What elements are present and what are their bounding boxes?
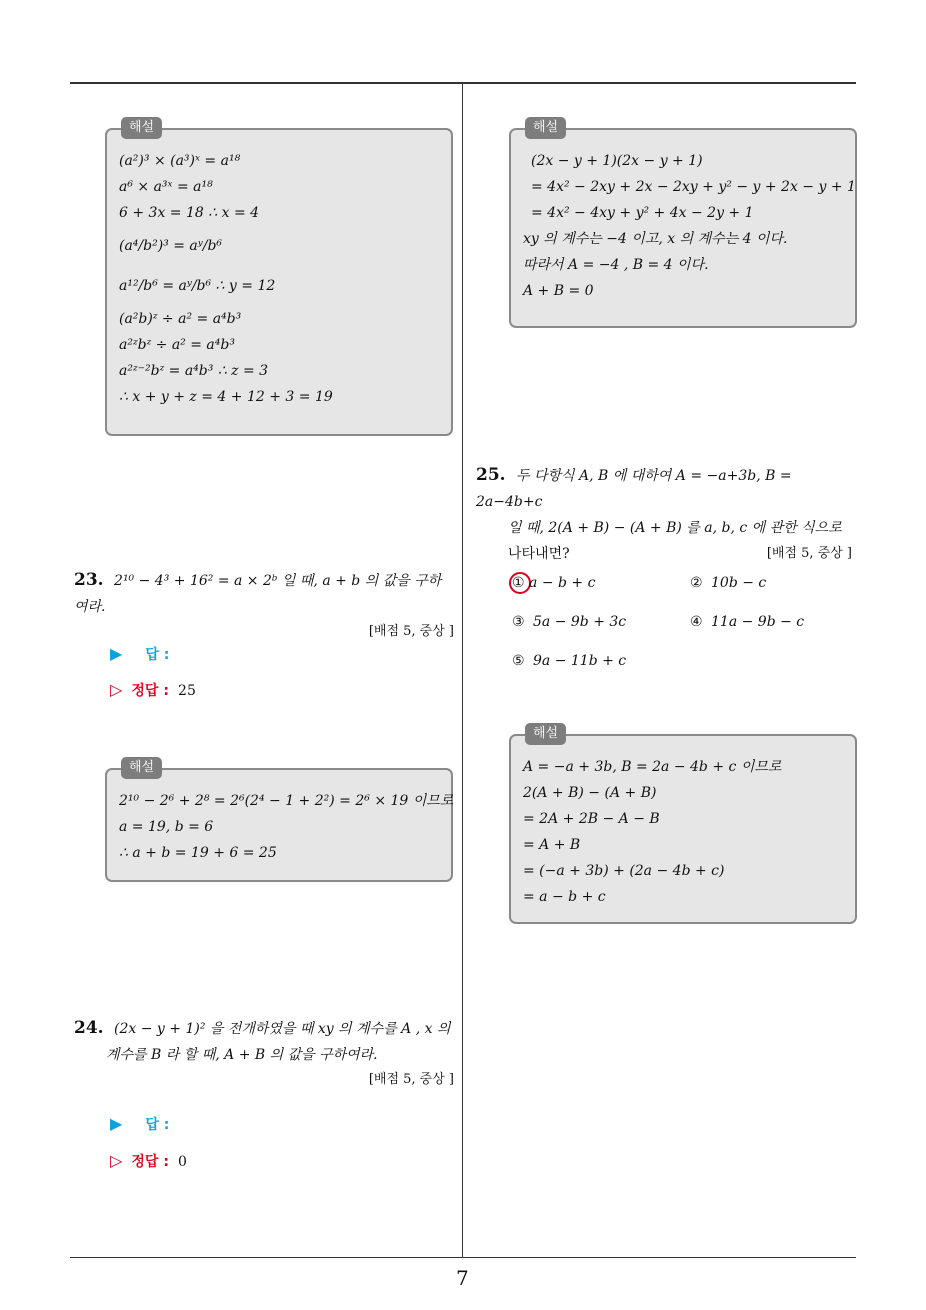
solution-line: A = −a + 3b, B = 2a − 4b + c 이므로 (523, 759, 782, 775)
option-text: 5a − 9b + 3c (533, 614, 627, 630)
option-text: 11a − 9b − c (711, 614, 805, 630)
solution-line: a = 19, b = 6 (119, 819, 214, 835)
play-icon: ▶ (110, 644, 123, 663)
solution-line: = a − b + c (523, 889, 606, 905)
question-24 (74, 1015, 454, 1087)
solution-line: (a²b)ᶻ ÷ a² = a⁴b³ (119, 311, 242, 327)
solution-line: (a⁴/b²)³ = aʸ/b⁶ (119, 238, 223, 254)
solution-line: 2(A + B) − (A + B) (523, 785, 657, 801)
question-text: 두 다항식 A, B 에 대하여 A = −a+3b, B = 2a−4b+c (476, 468, 792, 510)
option-4[interactable] (690, 614, 804, 630)
bottom-rule (70, 1257, 856, 1258)
solution-tag: 해설 (525, 723, 566, 745)
option-3[interactable] (512, 614, 626, 630)
option-text: 10b − c (711, 575, 767, 591)
solution-line: A + B = 0 (523, 283, 594, 299)
solution-line: (a²)³ × (a³)ˣ = a¹⁸ (119, 153, 241, 169)
solution-line: a²ᶻbᶻ ÷ a² = a⁴b³ (119, 337, 235, 353)
question-text: 2¹⁰ − 4³ + 16² = a × 2ᵇ 일 때, a + b 의 값을 구하여라. (74, 573, 442, 615)
solution-box-q22 (105, 120, 453, 436)
top-rule (70, 82, 856, 84)
answer-label: 답 : (145, 647, 170, 663)
solution-box-q24 (509, 120, 857, 328)
solution-line: 따라서 A = −4 , B = 4 이다. (523, 257, 709, 273)
option-text: 9a − 11b + c (533, 653, 627, 669)
question-text: 나타내면? (508, 546, 570, 562)
solution-line: ∴ a + b = 19 + 6 = 25 (119, 845, 277, 861)
question-number: 25. (476, 465, 506, 485)
solution-tag: 해설 (525, 117, 566, 139)
question-meta: [배점 5, 중상 ] (766, 546, 852, 561)
correct-answer-q23 (110, 680, 196, 700)
page-number: 7 (456, 1266, 469, 1290)
solution-line: = 4x² − 4xy + y² + 4x − 2y + 1 (531, 205, 754, 221)
triangle-outline-icon: ▷ (110, 1151, 123, 1170)
question-text: 일 때, 2(A + B) − (A + B) 를 a, b, c 에 관한 식으로 (508, 520, 842, 536)
answer-row-q24 (110, 1114, 169, 1134)
correct-answer-q24 (110, 1151, 187, 1171)
answer-row-q23 (110, 644, 169, 664)
question-text: (2x − y + 1)² 을 전개하였을 때 xy 의 계수를 A , x 의 (114, 1021, 451, 1037)
option-mark: ② (690, 575, 703, 591)
question-number: 23. (74, 570, 104, 590)
solution-line: = 4x² − 2xy + 2x − 2xy + y² − y + 2x − y + 1 (531, 179, 856, 195)
solution-line: 6 + 3x = 18 ∴ x = 4 (119, 205, 260, 221)
solution-tag: 해설 (121, 117, 162, 139)
solution-line: xy 의 계수는 −4 이고, x 의 계수는 4 이다. (523, 231, 788, 247)
play-icon: ▶ (110, 1114, 123, 1133)
solution-box-q25 (509, 726, 857, 924)
option-1[interactable] (512, 575, 595, 591)
solution-line: = (−a + 3b) + (2a − 4b + c) (523, 863, 725, 879)
correct-answer-label: 정답 : (131, 1154, 169, 1170)
question-25 (476, 462, 858, 567)
question-23 (74, 567, 454, 639)
solution-box-q23 (105, 760, 454, 882)
correct-answer-value: 25 (178, 683, 196, 699)
column-divider (462, 84, 463, 1258)
question-meta: [배점 5, 중상 ] (368, 1072, 454, 1087)
option-text: a − b + c (529, 575, 596, 591)
option-mark: ④ (690, 614, 703, 630)
question-text: 계수를 B 라 할 때, A + B 의 값을 구하여라. (106, 1047, 378, 1063)
option-2[interactable] (690, 575, 766, 591)
option-5[interactable] (512, 653, 626, 669)
triangle-outline-icon: ▷ (110, 680, 123, 699)
option-mark: ⑤ (512, 653, 525, 669)
solution-line: = 2A + 2B − A − B (523, 811, 660, 827)
answer-label: 답 : (145, 1117, 170, 1133)
solution-line: 2¹⁰ − 2⁶ + 2⁸ = 2⁶(2⁴ − 1 + 2²) = 2⁶ × 19 이므로 (119, 793, 454, 809)
solution-line: a²ᶻ⁻²bᶻ = a⁴b³ ∴ z = 3 (119, 363, 269, 379)
solution-line: (2x − y + 1)(2x − y + 1) (531, 153, 703, 169)
question-meta: [배점 5, 중상 ] (368, 624, 454, 639)
question-number: 24. (74, 1018, 104, 1038)
solution-line: = A + B (523, 837, 581, 853)
solution-tag: 해설 (121, 757, 162, 779)
solution-line: a¹²/b⁶ = aʸ/b⁶ ∴ y = 12 (119, 278, 276, 294)
correct-answer-label: 정답 : (131, 683, 169, 699)
option-mark: ① (512, 575, 525, 591)
solution-line: a⁶ × a³ˣ = a¹⁸ (119, 179, 213, 195)
correct-answer-value: 0 (178, 1154, 187, 1170)
option-mark: ③ (512, 614, 525, 630)
solution-line: ∴ x + y + z = 4 + 12 + 3 = 19 (119, 389, 333, 405)
